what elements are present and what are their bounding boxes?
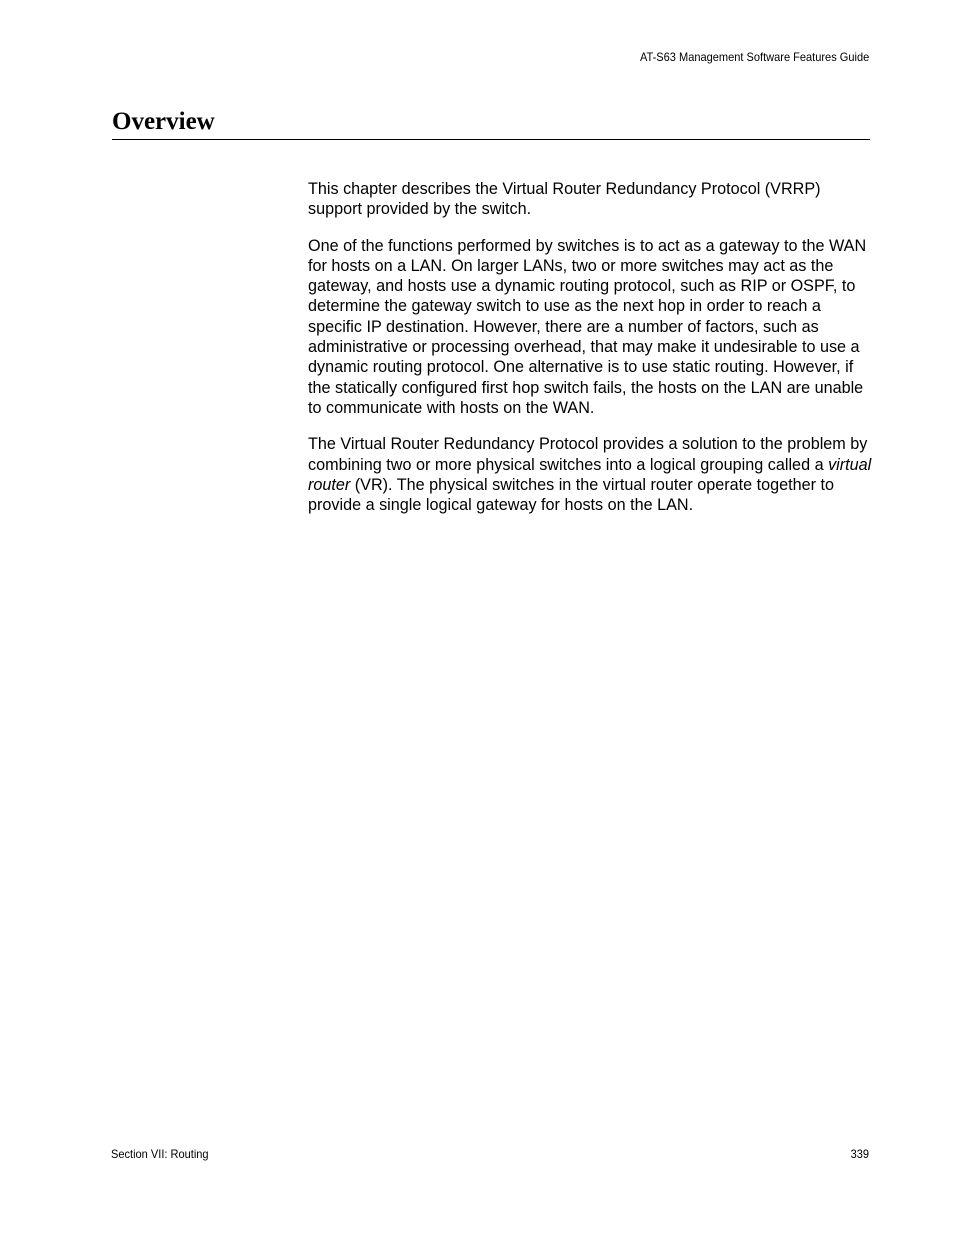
title-divider [112,139,870,140]
paragraph-text-end: (VR). The physical switches in the virtual router operate together to provide a single logical gateway for hosts on the LAN. [308,475,835,515]
footer-section-label: Section VII: Routing [111,1147,209,1161]
paragraph-text-start: The Virtual Router Redundancy Protocol provides a solution to the problem by combining two or more physical switches into a logical grouping called a [308,435,868,474]
paragraph-gateway: One of the functions performed by switches is to act as a gateway to the WAN for hosts on a LAN. On larger LANs, two or more switches may act as the gateway, and hosts use a dynamic routing protocol, such as RIP or OSPF, to determine the gateway switch to use as the next hop in order to reach a specific IP destination. However, there are a number of factors, such as administrative or processing overhead, that may make it undesirable to use a dynamic routing protocol. One alternative is to use static routing. However, if the statically configured first hop switch fails, the hosts on the LAN are unable to communicate with hosts on the WAN. [308,236,867,417]
paragraph-intro: This chapter describes the Virtual Router Redundancy Protocol (VRRP) support provided by the switch. [308,180,821,219]
body-text [308,179,873,531]
footer-page-number: 339 [850,1147,869,1161]
section-title: Overview [112,108,215,135]
paragraph-vrrp-solution [308,434,873,515]
running-header: AT-S63 Management Software Features Guide [639,50,869,64]
virtual-router-term: virtual router [308,455,872,494]
